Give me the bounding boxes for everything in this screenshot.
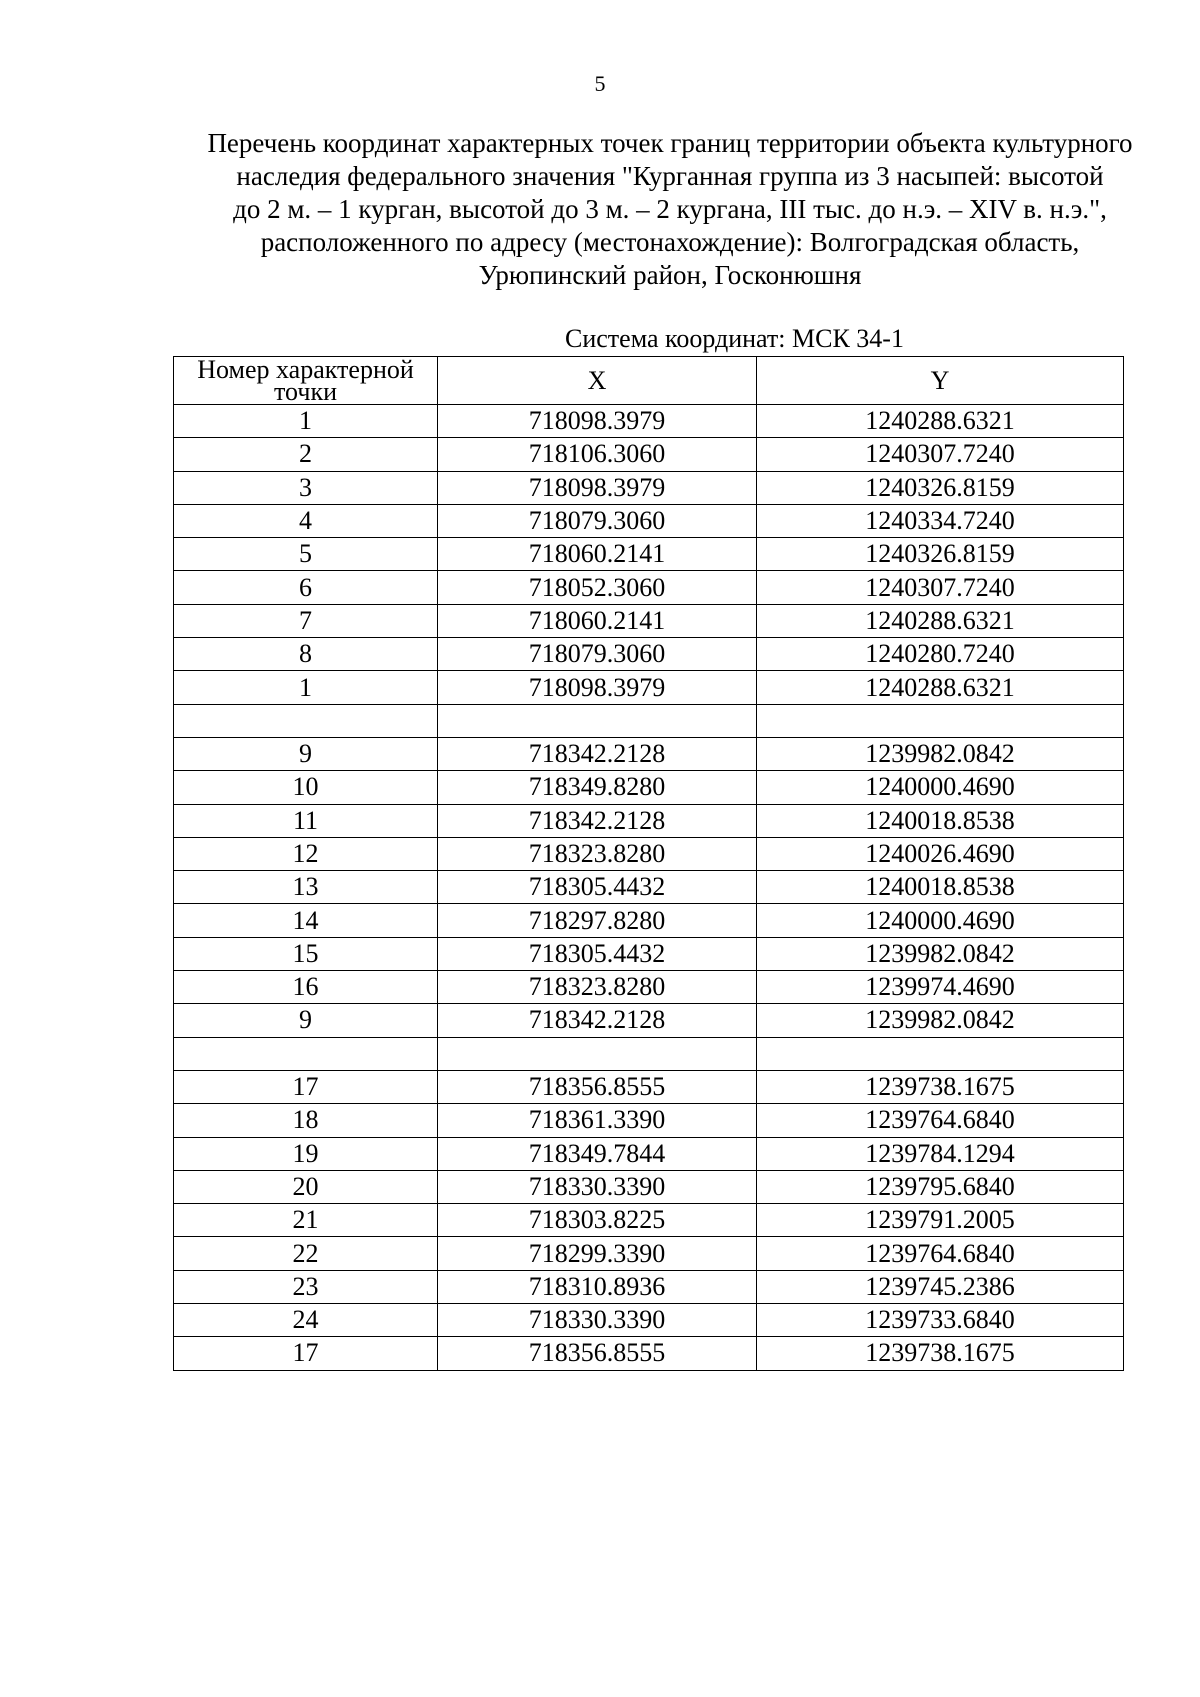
- cell-y: 1240288.6321: [757, 671, 1124, 704]
- cell-x: 718303.8225: [438, 1204, 757, 1237]
- cell-point-number: 17: [174, 1337, 438, 1370]
- cell-point-number: 4: [174, 504, 438, 537]
- cell-point-number: 6: [174, 571, 438, 604]
- cell-y: 1240000.4690: [757, 904, 1124, 937]
- cell-x: 718106.3060: [438, 438, 757, 471]
- table-row: [174, 771, 1124, 804]
- cell-y: 1239738.1675: [757, 1337, 1124, 1370]
- coordinates-table: [173, 356, 1124, 1371]
- header-x: X: [438, 357, 757, 405]
- cell-y: 1239738.1675: [757, 1070, 1124, 1103]
- cell-point-number: 15: [174, 937, 438, 970]
- cell-point-number: 18: [174, 1104, 438, 1137]
- cell-x: 718356.8555: [438, 1070, 757, 1103]
- cell-x: 718079.3060: [438, 504, 757, 537]
- cell-x: 718060.2141: [438, 604, 757, 637]
- table-row: [174, 804, 1124, 837]
- cell-x: 718098.3979: [438, 405, 757, 438]
- title-line: до 2 м. – 1 курган, высотой до 3 м. – 2 кургана, III тыс. до н.э. – XIV в. н.э.",: [233, 194, 1107, 224]
- cell-x: 718349.8280: [438, 771, 757, 804]
- table-row: [174, 671, 1124, 704]
- cell-y: 1240334.7240: [757, 504, 1124, 537]
- cell-point-number: 2: [174, 438, 438, 471]
- page-number: 5: [594, 71, 606, 96]
- cell-x: 718098.3979: [438, 471, 757, 504]
- cell-y: 1239982.0842: [757, 737, 1124, 770]
- table-row: [174, 504, 1124, 537]
- cell-point-number: 1: [174, 671, 438, 704]
- cell-x: 718297.8280: [438, 904, 757, 937]
- cell-x: 718342.2128: [438, 804, 757, 837]
- cell-y: [757, 704, 1124, 737]
- cell-point-number: 13: [174, 871, 438, 904]
- table-row: [174, 1237, 1124, 1270]
- cell-y: 1239733.6840: [757, 1304, 1124, 1337]
- cell-point-number: 16: [174, 971, 438, 1004]
- cell-y: 1239791.2005: [757, 1204, 1124, 1237]
- table-body: [174, 405, 1124, 1371]
- cell-y: 1240307.7240: [757, 571, 1124, 604]
- title-line: Перечень координат характерных точек границ территории объекта культурного: [207, 128, 1133, 158]
- cell-point-number: 19: [174, 1137, 438, 1170]
- title-line: наследия федерального значения "Курганная группа из 3 насыпей: высотой: [236, 161, 1104, 191]
- cell-x: [438, 704, 757, 737]
- cell-y: 1239784.1294: [757, 1137, 1124, 1170]
- cell-y: 1240018.8538: [757, 871, 1124, 904]
- cell-point-number: 5: [174, 538, 438, 571]
- cell-x: 718299.3390: [438, 1237, 757, 1270]
- table-row: [174, 871, 1124, 904]
- cell-x: 718330.3390: [438, 1170, 757, 1203]
- cell-y: 1239745.2386: [757, 1270, 1124, 1303]
- cell-point-number: 10: [174, 771, 438, 804]
- cell-point-number: [174, 1037, 438, 1070]
- cell-y: 1240018.8538: [757, 804, 1124, 837]
- cell-x: 718323.8280: [438, 971, 757, 1004]
- header-point-number-line2: точки: [274, 376, 337, 406]
- cell-point-number: 21: [174, 1204, 438, 1237]
- cell-y: 1239795.6840: [757, 1170, 1124, 1203]
- cell-point-number: 9: [174, 1004, 438, 1037]
- table-row: [174, 937, 1124, 970]
- cell-point-number: 11: [174, 804, 438, 837]
- cell-x: 718349.7844: [438, 1137, 757, 1170]
- cell-x: 718342.2128: [438, 1004, 757, 1037]
- cell-y: 1240326.8159: [757, 538, 1124, 571]
- cell-x: 718342.2128: [438, 737, 757, 770]
- table-row-spacer: [174, 1037, 1124, 1070]
- table-row: [174, 1304, 1124, 1337]
- table-row: [174, 737, 1124, 770]
- cell-x: 718330.3390: [438, 1304, 757, 1337]
- cell-x: 718361.3390: [438, 1104, 757, 1137]
- cell-y: 1240280.7240: [757, 638, 1124, 671]
- table-header-row: [174, 357, 1124, 405]
- cell-point-number: 20: [174, 1170, 438, 1203]
- header-point-number-line1: Номер характерной: [197, 354, 414, 384]
- table-row: [174, 471, 1124, 504]
- cell-x: 718305.4432: [438, 871, 757, 904]
- table-row: [174, 438, 1124, 471]
- cell-y: 1240307.7240: [757, 438, 1124, 471]
- table-row: [174, 971, 1124, 1004]
- table-row: [174, 1170, 1124, 1203]
- table-row: [174, 1137, 1124, 1170]
- cell-point-number: 17: [174, 1070, 438, 1103]
- table-row: [174, 405, 1124, 438]
- table-row: [174, 571, 1124, 604]
- cell-point-number: [174, 704, 438, 737]
- header-y: Y: [757, 357, 1124, 405]
- table-row: [174, 904, 1124, 937]
- cell-y: 1240326.8159: [757, 471, 1124, 504]
- cell-y: 1239764.6840: [757, 1237, 1124, 1270]
- cell-x: [438, 1037, 757, 1070]
- title-line: расположенного по адресу (местонахождение): Волгоградская область,: [260, 227, 1080, 257]
- cell-y: 1240288.6321: [757, 604, 1124, 637]
- cell-point-number: 22: [174, 1237, 438, 1270]
- cell-point-number: 7: [174, 604, 438, 637]
- title-line: Урюпинский район, Госконюшня: [478, 260, 862, 290]
- cell-x: 718052.3060: [438, 571, 757, 604]
- table-row-spacer: [174, 704, 1124, 737]
- cell-point-number: 3: [174, 471, 438, 504]
- table-row: [174, 1104, 1124, 1137]
- cell-y: 1240000.4690: [757, 771, 1124, 804]
- table-row: [174, 1337, 1124, 1370]
- cell-x: 718310.8936: [438, 1270, 757, 1303]
- cell-point-number: 8: [174, 638, 438, 671]
- table-row: [174, 1070, 1124, 1103]
- table-row: [174, 1204, 1124, 1237]
- table-row: [174, 1270, 1124, 1303]
- cell-y: 1240288.6321: [757, 405, 1124, 438]
- cell-x: 718079.3060: [438, 638, 757, 671]
- cell-x: 718060.2141: [438, 538, 757, 571]
- cell-x: 718098.3979: [438, 671, 757, 704]
- cell-point-number: 12: [174, 837, 438, 870]
- table-row: [174, 1004, 1124, 1037]
- table-row: [174, 837, 1124, 870]
- cell-y: 1239764.6840: [757, 1104, 1124, 1137]
- cell-y: 1239982.0842: [757, 937, 1124, 970]
- table-row: [174, 604, 1124, 637]
- cell-x: 718323.8280: [438, 837, 757, 870]
- cell-x: 718356.8555: [438, 1337, 757, 1370]
- table-row: [174, 638, 1124, 671]
- cell-point-number: 14: [174, 904, 438, 937]
- cell-y: 1239974.4690: [757, 971, 1124, 1004]
- document-title: [140, 127, 1200, 292]
- table-row: [174, 538, 1124, 571]
- cell-point-number: 1: [174, 405, 438, 438]
- cell-point-number: 23: [174, 1270, 438, 1303]
- header-point-number: [174, 354, 438, 406]
- cell-y: 1240026.4690: [757, 837, 1124, 870]
- cell-point-number: 9: [174, 737, 438, 770]
- cell-point-number: 24: [174, 1304, 438, 1337]
- coordinate-system-caption: Система координат: МСК 34-1: [565, 324, 904, 353]
- cell-y: 1239982.0842: [757, 1004, 1124, 1037]
- cell-x: 718305.4432: [438, 937, 757, 970]
- cell-y: [757, 1037, 1124, 1070]
